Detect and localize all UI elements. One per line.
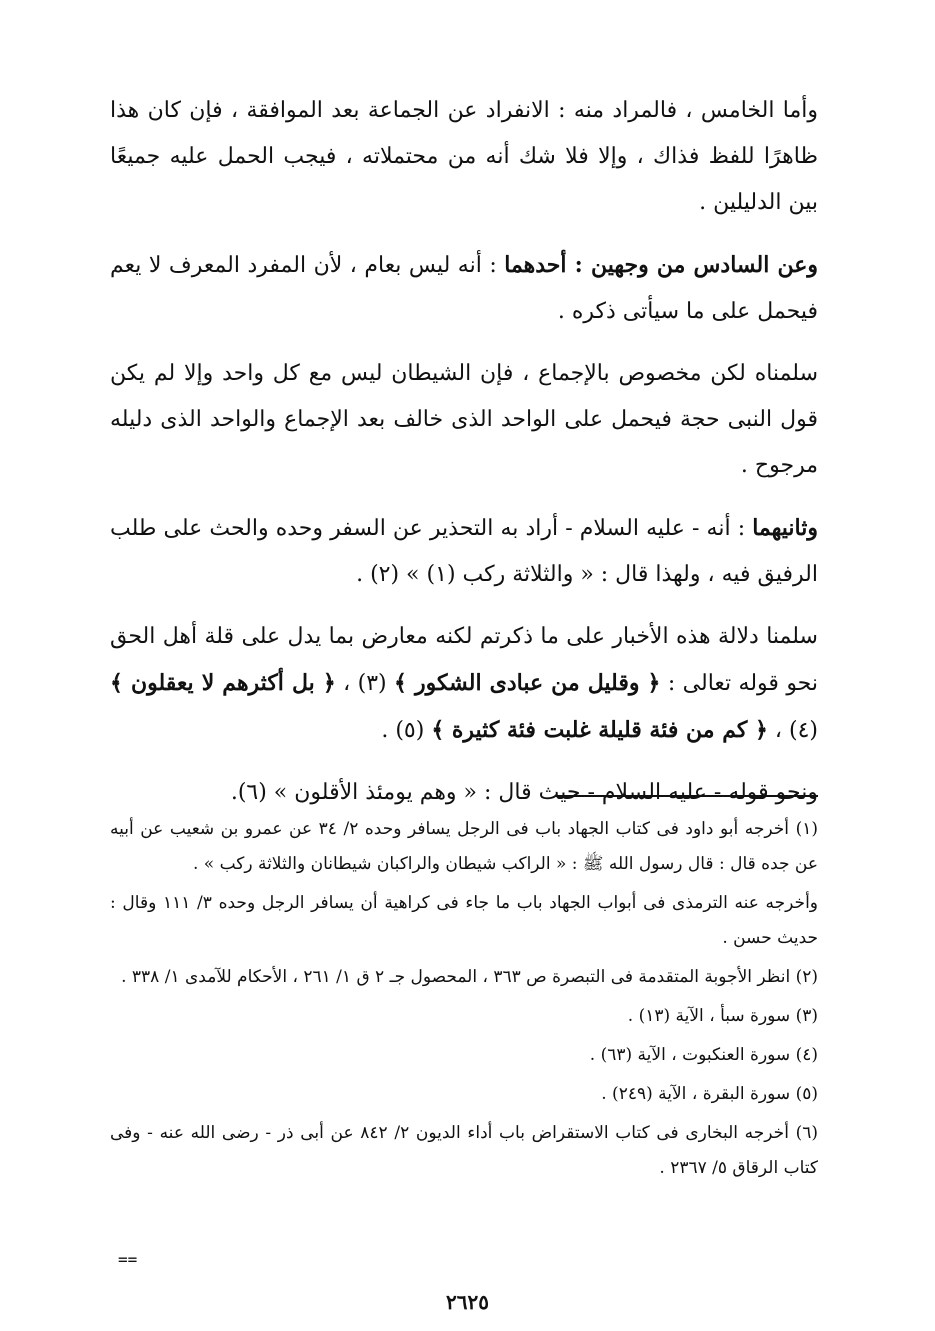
paragraph-sixth-answer	[110, 242, 818, 335]
paragraph-text: : أنه - عليه السلام - أراد به التحذير عن السفر وحده والحث على طلب الرفيق فيه ، ولهذا قال : « والثلاثة ركب (١) » (٢) .	[110, 516, 818, 587]
quran-verse-3: ﴿ كم من فئة قليلة غلبت فئة كثيرة ﴾	[431, 717, 768, 743]
footnote-ref: (٥) .	[381, 718, 432, 743]
footnote-5: (٥) سورة البقرة ، الآية (٢٤٩) .	[601, 1084, 818, 1104]
quran-verse-2: ﴿ بل أكثرهم لا يعقلون ﴾	[110, 670, 336, 696]
quran-verse-1: ﴿ وقليل من عبادى الشكور ﴾	[394, 670, 661, 696]
footnotes	[110, 812, 818, 1190]
footnote-6: (٦) أخرجه البخارى فى كتاب الاستقراض باب أداء الديون ٢/ ٨٤٢ عن أبى ذر - رضى الله عنه - وفى كتاب الرقاق ٥/ ٢٣٦٧ .	[110, 1123, 818, 1178]
paragraph-concession: سلمناه لكن مخصوص بالإجماع ، فإن الشيطان ليس مع كل واحد وإلا لم يكن قول النبى حجة فيحمل على الواحد الذى خالف بعد الإجماع والواحد الذى دليله مرجوح .	[110, 361, 818, 478]
footnote-ref: (٣) ،	[335, 671, 395, 696]
footnote-2: (٢) انظر الأجوبة المتقدمة فى التبصرة ص ٣٦٣ ، المحصول جـ ٢ ق ١/ ٢٦١ ، الأحكام للآمدى ١/ ٣٣٨ .	[121, 967, 818, 987]
paragraph-second-reply	[110, 505, 818, 598]
paragraph-fifth-answer: وأما الخامس ، فالمراد منه : الانفراد عن الجماعة بعد الموافقة ، فإن كان هذا ظاهرًا للفظ فذاك ، وإلا فلا شك أنه من محتملاته ، فيجب الحمل عليه جميعًا بين الدليلين .	[110, 98, 818, 215]
footnote-ref: (٤) ،	[767, 718, 818, 743]
paragraph-quran-citations	[110, 614, 818, 754]
continuation-mark: ==	[118, 1250, 138, 1269]
page-number: ٢٦٢٥	[446, 1290, 489, 1314]
footnote-1-continued: وأخرجه عنه الترمذى فى أبواب الجهاد باب ما جاء فى كراهية أن يسافر الرجل وحده ٣/ ١١١ وقال : حديث حسن .	[110, 893, 818, 948]
paragraph-hadith: ونحو قوله - عليه السلام - حيث قال : « وهم يومئذ الأقلون » (٦).	[230, 780, 818, 805]
footnote-4: (٤) سورة العنكبوت ، الآية (٦٣) .	[589, 1045, 818, 1065]
footnote-3: (٣) سورة سبأ ، الآية (١٣) .	[627, 1006, 818, 1026]
footnote-1: (١) أخرجه أبو داود فى كتاب الجهاد باب فى الرجل يسافر وحده ٢/ ٣٤ عن عمرو بن شعيب عن أبيه عن جده قال : قال رسول الله ﷺ : « الراكب شيطان والراكبان شيطانان والثلاثة ركب » .	[110, 819, 818, 874]
footnote-divider	[556, 795, 818, 797]
paragraph-text: سلمنا دلالة هذه الأخبار على ما ذكرتم لكنه معارض بما يدل على قلة أهل الحق نحو قوله تعالى :	[110, 624, 819, 696]
paragraph-text: : أنه ليس بعام ، لأن المفرد المعرف لا يعم فيحمل على ما سيأتى ذكره .	[110, 253, 818, 324]
paragraph-lead: وثانيهما	[752, 515, 818, 541]
main-text	[110, 88, 819, 805]
paragraph-lead: وعن السادس من وجهين : أحدهما	[504, 252, 819, 278]
